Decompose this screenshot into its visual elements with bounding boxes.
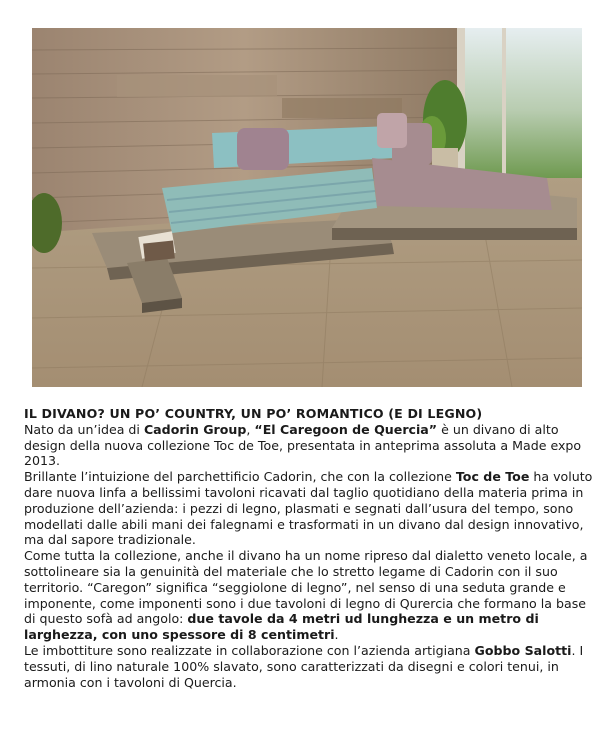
text: . <box>334 627 339 643</box>
text: Brillante l’intuizione del parchettificio Cadorin, che con la collezione <box>24 469 456 485</box>
paragraph-collection <box>24 469 594 548</box>
text: Come tutta la collezione, anche il divano ha un nome ripreso dal dialetto veneto locale, a sottolineare sia la genuinità del materiale che lo stretto legame di Cadorin con il suo territorio. “Caregon” significa “seggiolone di legno”, nel senso di una seduta grande e imponente, come imponenti sono i due tavoloni di legno di Qurercia che formano la base di questo sofà ad angolo: <box>24 548 588 627</box>
dimensions-highlight: due tavole da 4 metri ud lunghezza e un metro di larghezza, con uno spessore di 8 centimetri <box>24 611 539 643</box>
paragraph-intro <box>24 422 594 469</box>
article-photo <box>32 28 582 387</box>
company-name: Cadorin Group <box>143 421 247 437</box>
text: Le imbottiture sono realizzate in collaborazione con l’azienda artigiana <box>24 642 475 658</box>
text: Nato da un’idea di <box>24 421 144 437</box>
text: , <box>246 421 255 437</box>
sofa-scene-illustration <box>32 28 582 387</box>
text: è un divano di alto design della nuova collezione Toc de Toe, presentata in anteprima assoluta a Made expo 2013. <box>24 421 582 469</box>
article-body <box>24 406 594 690</box>
paragraph-upholstery <box>24 643 594 690</box>
paragraph-name-origin <box>24 548 594 643</box>
product-name: “El Caregoon de Quercia” <box>254 421 438 437</box>
text: ha voluto dare nuova linfa a bellissimi tavoloni ricavati dal taglio quotidiano della materia prima in produzione dell’azienda: i pezzi di legno, plasmati e segnati dall’usura del tempo, sono modellati dalle abili mani dei falegnami e trasformati in un divano dal design innovativo, ma dal sapore tradizionale. <box>24 469 593 548</box>
article-heading: IL DIVANO? UN PO’ COUNTRY, UN PO’ ROMANTICO (E DI LEGNO) <box>24 406 483 421</box>
text: . I tessuti, di lino naturale 100% slavato, sono caratterizzati da disegni e colori tenui, in armonia con i tavoloni di Quercia. <box>24 642 584 690</box>
collection-name: Toc de Toe <box>455 469 530 485</box>
partner-name: Gobbo Salotti <box>474 642 572 658</box>
